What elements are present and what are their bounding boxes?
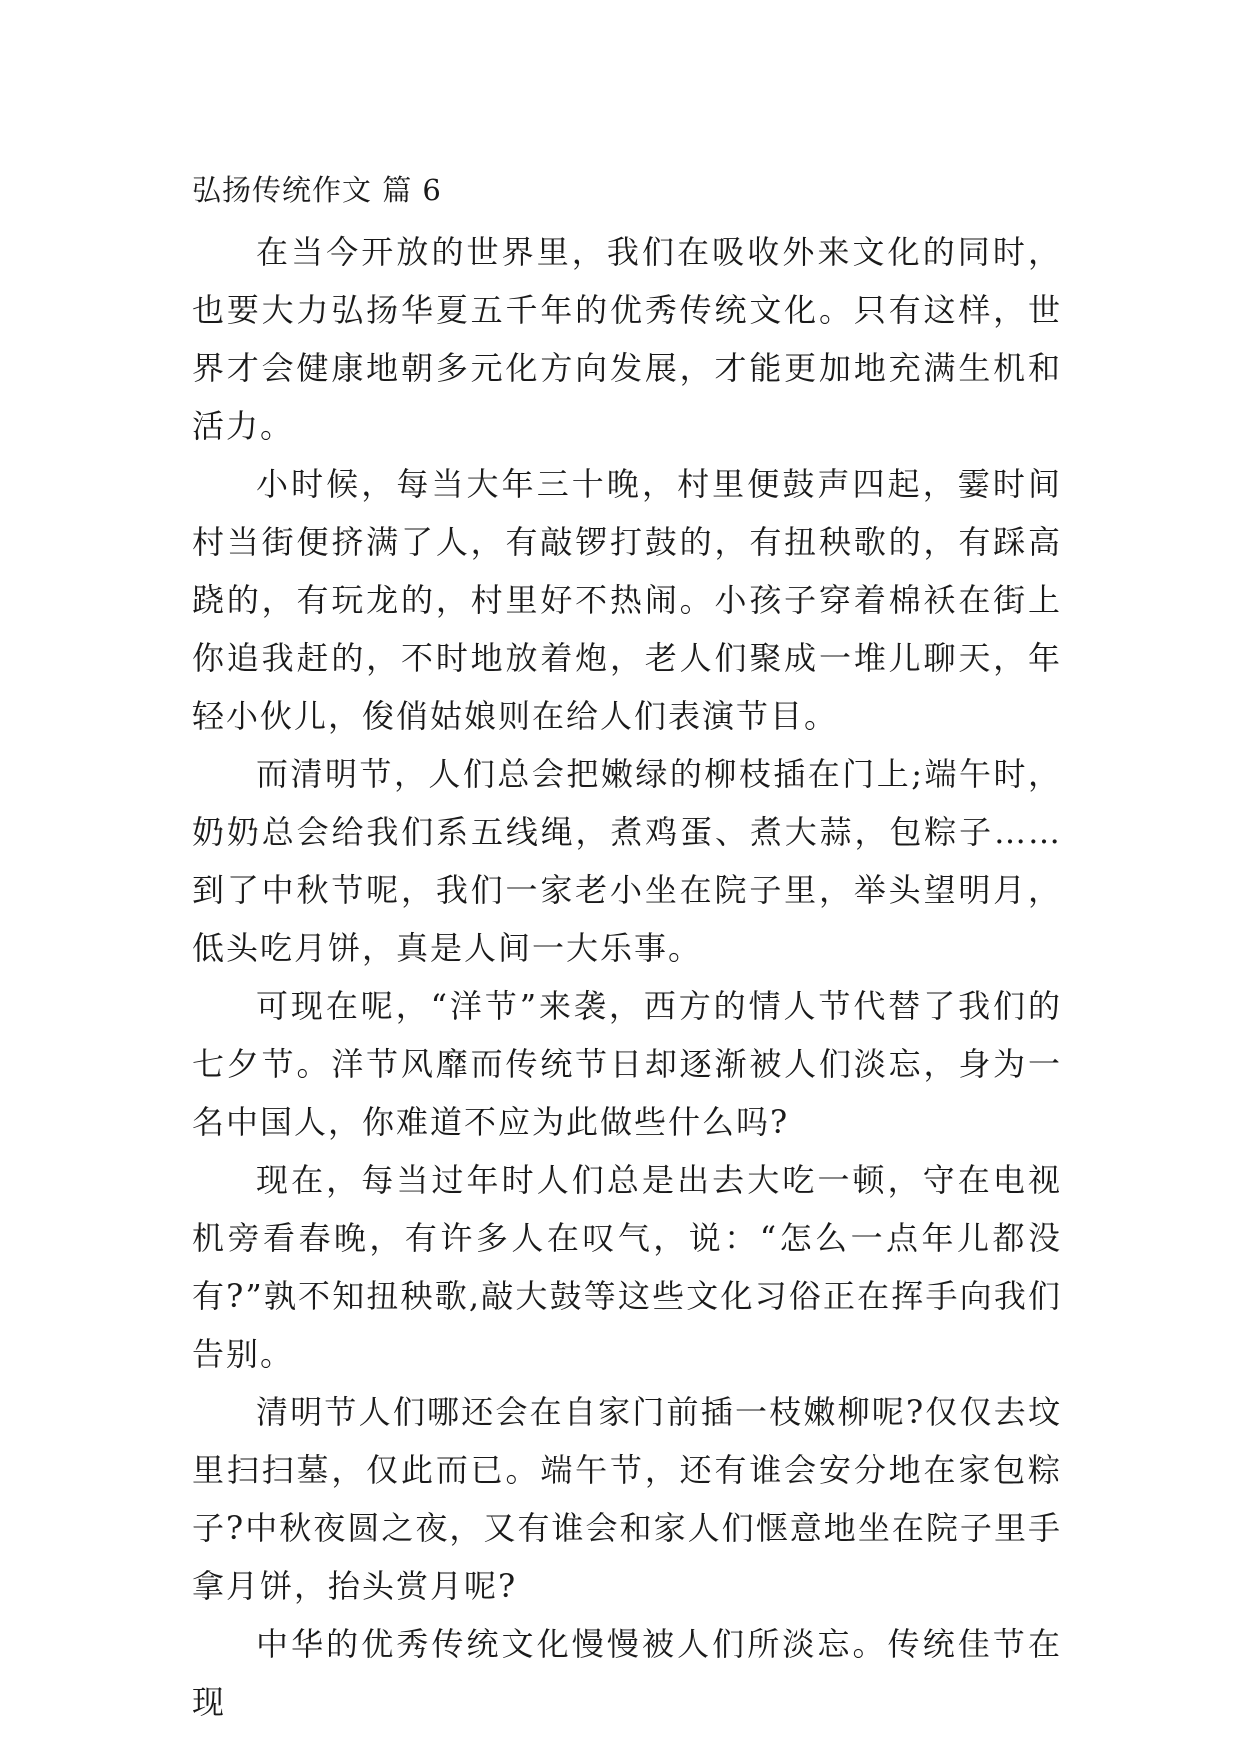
paragraph-7: 中华的优秀传统文化慢慢被人们所淡忘。传统佳节在现 bbox=[192, 1625, 1062, 1721]
paragraph-5: 现在，每当过年时人们总是出去大吃一顿，守在电视机旁看春晚，有许多人在叹气，说：“怎么一点年儿都没有?”孰不知扭秧歌,敲大鼓等这些文化习俗正在挥手向我们告别。 bbox=[192, 1161, 1062, 1373]
paragraph-2: 小时候，每当大年三十晚，村里便鼓声四起，霎时间村当街便挤满了人，有敲锣打鼓的，有扭秧歌的，有踩高跷的，有玩龙的，村里好不热闹。小孩子穿着棉袄在街上你追我赶的，不时地放着炮，老人们聚成一堆儿聊天，年轻小伙儿，俊俏姑娘则在给人们表演节目。 bbox=[192, 465, 1062, 735]
paragraph-6: 清明节人们哪还会在自家门前插一枝嫩柳呢?仅仅去坟里扫扫墓，仅此而已。端午节，还有谁会安分地在家包粽子?中秋夜圆之夜，又有谁会和家人们惬意地坐在院子里手拿月饼，抬头赏月呢? bbox=[192, 1393, 1062, 1605]
document-body bbox=[192, 168, 1062, 1731]
document-title: 弘扬传统作文 篇 6 bbox=[192, 173, 442, 207]
paragraph-3: 而清明节，人们总会把嫩绿的柳枝插在门上;端午时，奶奶总会给我们系五线绳，煮鸡蛋、煮大蒜，包粽子……到了中秋节呢，我们一家老小坐在院子里，举头望明月，低头吃月饼，真是人间一大乐事。 bbox=[192, 755, 1062, 967]
paragraph-1: 在当今开放的世界里，我们在吸收外来文化的同时，也要大力弘扬华夏五千年的优秀传统文化。只有这样，世界才会健康地朝多元化方向发展，才能更加地充满生机和活力。 bbox=[192, 233, 1062, 445]
paragraph-4: 可现在呢，“洋节”来袭，西方的情人节代替了我们的七夕节。洋节风靡而传统节日却逐渐被人们淡忘，身为一名中国人，你难道不应为此做些什么吗? bbox=[192, 987, 1062, 1141]
